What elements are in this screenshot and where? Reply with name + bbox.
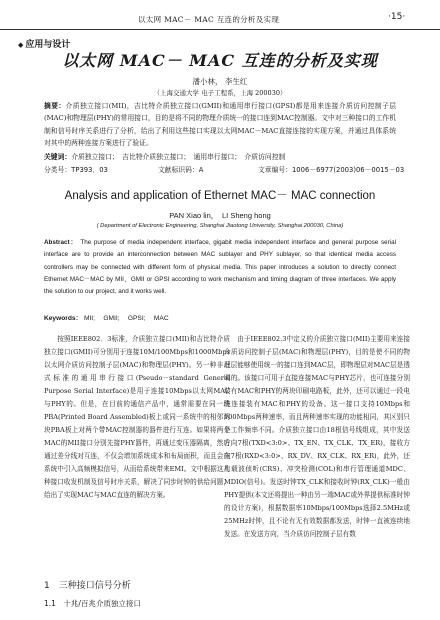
document-code: 文献标识码：A xyxy=(158,166,204,174)
abstract-cn-text: 介质独立接口(MII)，吉比特介质独立接口(GMII)和通用串行接口(GPSI)都是用来连接介质访问控制子层(MAC)和物理层(PHY)的常用接口，目的是将不同的物理介质统一的接口连到MAC控制器。文中对三种接口的工作机制和信号时序关系进行了分析，给出了利用这些接口实现以太网MAC－MAC直接连接的实现方案，并通过具体系统对其中的两种连接方案进行了验证。 xyxy=(44,102,397,148)
body-paragraph: 按照IEEE802．3标准，介质独立接口(MII)和吉比特介质独立接口(GMII)可分别用于连接10M/100Mbps和1000Mbps以太网介质访问控制子层(MAC)和物理层(PHY)。另一种非正式标准的通用串行接口(Pseudo－standard General Purpose Serial Interface)是用于连接10Mbps以太网MAC与PHY的。但是，在目前的通信产品中，通常需要在同一块PBA(Printed Board Assembled)板上或同一系统中的相邻两块PBA板上对两个带MAC控制器的器件进行互连。如果将两个MAC的MII接口分别先接PHY器件，再通过变压器隔离，然后通过差分线对互连，不仅会增加系统成本和布局面积，而且会在系统中引入高频模拟信号，从而给系统带来EMI。文中根据这几种接口收发机制及信号时序关系，解决了同步时钟的供给问题，给出了实现MAC与MAC直连的解决方案。 xyxy=(44,335,230,499)
page-number: ·15· xyxy=(388,12,406,22)
abstract-cn xyxy=(44,100,396,150)
diamond-bullet-icon: ◆ xyxy=(18,41,24,49)
running-title: 以太网 MAC－ MAC 互连的分析及实现 xyxy=(138,15,280,24)
page-header xyxy=(0,0,440,30)
abstract-en-text: The purpose of media independent interface, gigabit media independent interface and general purpose serial interface are to provide an interconnection between MAC sublayer and PHY sublayer, so that identical media access controllers may be connected with different form of physical media. This paper introduces a solution to directly connect Ethernet MAC－MAC by MII，GMII or GPSI according to work mechanism and timing diagram of three interfaces. We apply the solution to our project, and it works well. xyxy=(44,239,396,296)
abstract-cn-label: 摘要： xyxy=(44,102,66,110)
abstract-en xyxy=(44,237,396,298)
keywords-en xyxy=(44,312,396,322)
clc-number: 分类号：TP393．03 xyxy=(44,166,108,174)
paper-title-en: Analysis and application of Ethernet MAC－ MAC connection xyxy=(64,190,376,202)
affiliation-cn: （上海交通大学 电子工程系，上海 200030） xyxy=(153,89,287,97)
keywords-cn xyxy=(44,151,396,161)
keywords-cn-label: 关键词： xyxy=(44,153,72,161)
authors-cn: 潘小林， 李生红 xyxy=(192,77,248,86)
keywords-en-text: MII; GMII; GPSI; MAC xyxy=(83,315,169,322)
body-column-right xyxy=(224,333,410,573)
affiliation-en: ( Department of Electronic Engineering, Shanghai Jiaotong University, Shanghai 200030, China) xyxy=(96,223,344,229)
subsection-heading: 1.1 十兆/百兆介质独立接口 xyxy=(44,599,141,608)
paper-title-cn: 以太网 MAC－ MAC 互连的分析及实现 xyxy=(62,51,378,70)
keywords-cn-text: 介质独立接口； 吉比特介质独立接口； 通用串行接口； 介质访问控制 xyxy=(71,153,286,161)
article-id: 文章编号：1006－6977(2003)06－0015－03 xyxy=(258,166,405,174)
section-heading: 1 三种接口信号分析 xyxy=(44,581,131,591)
authors-en: PAN Xiao lin， LI Sheng hong xyxy=(169,211,271,220)
body-column-left xyxy=(44,333,230,573)
body-paragraph: 由于IEEE802.3中定义的介质独立接口(MII)主要用来连接介质访问控制子层(MAC)和物理层(PHY)，目的是使不同的物理层能够使用统一的接口连到MAC层，即物理层对MAC层是透明的。该接口可用于直接连接MAC与PHY芯片，也可连接分别装有MAC和PHY的两块印刷电路板，此外，还可以通过一段电缆连接装有MAC和PHY的设备。这一接口支持10Mbps和100Mbps两种速率，而且两种速率实现的功能相同，其区别只是工作频率不同。介质独立接口由18根信号线组成，其中发送方向7根(TXD<3:0>、TX_EN、TX_CLK、TX_ER)，接收方向7根(RXD<3:0>、RX_DV、RX_CLK、RX_ER)，此外，还有载波侦听(CRS)、冲突检测(COL)和串行管理通道MDC、MDIO(信号)。发送时钟TX_CLK和接收时钟(RX_CLK)一般由PHY提供(本文还将提出一种由另一端MAC或外界提供标准时钟的设计方案)，根据数据率10Mbps/100Mbps选择2.5MHz或25MHz时钟，且不论有无有效数据都发送，时钟一直被连续地发送。在发送方向，当介质访问控制子层有数 xyxy=(224,335,410,538)
abstract-en-label: Abstract： xyxy=(44,239,78,246)
section-label-text: 应用与设计 xyxy=(25,40,71,50)
keywords-en-label: Keywords： xyxy=(44,315,83,322)
